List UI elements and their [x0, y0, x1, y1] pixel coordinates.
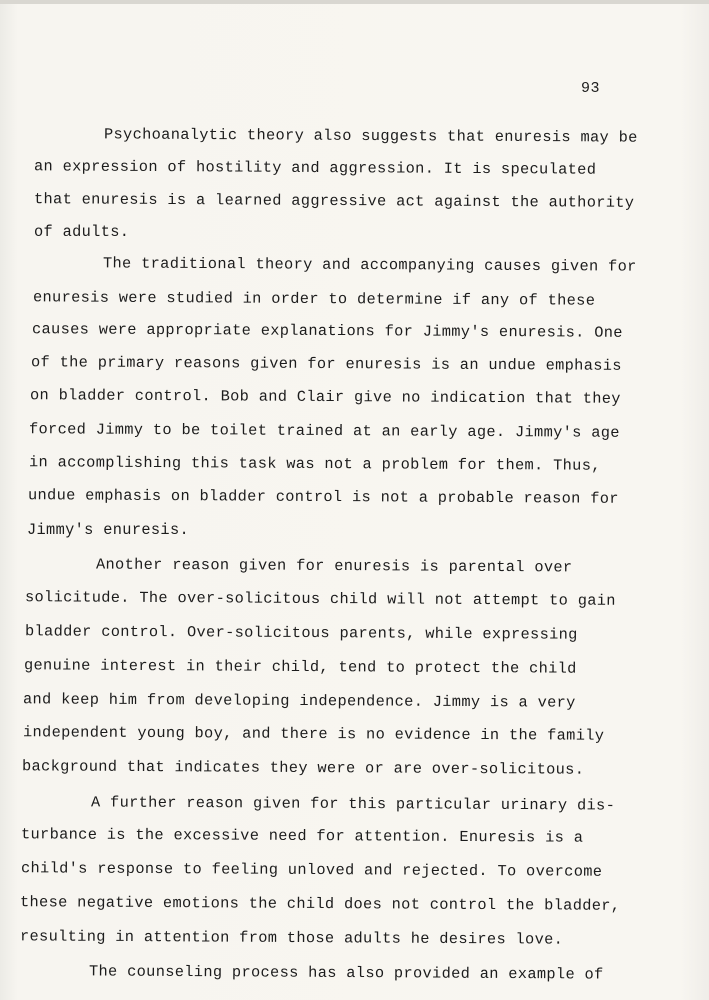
text-line: child's response to feeling unloved and rejected. To overcome	[20, 859, 603, 881]
text-line: solicitude. The over-solicitous child will not attempt to gain	[24, 588, 616, 610]
text-line: independent young boy, and there is no evidence in the family	[22, 723, 605, 745]
text-line: and keep him from developing independence. Jimmy is a very	[22, 690, 576, 712]
text-line: of adults.	[34, 223, 130, 241]
text-line: resulting in attention from those adults he desires love.	[19, 927, 564, 949]
text-line: The counseling process has also provided an example of	[88, 962, 604, 984]
text-line: bladder control. Over-solicitous parents, while expressing	[24, 622, 578, 644]
text-line: genuine interest in their child, tend to protect the child	[23, 656, 577, 678]
page-number: 93	[581, 80, 601, 97]
text-line: Psychoanalytic theory also suggests that enuresis may be	[103, 125, 638, 147]
text-line: that enuresis is a learned aggressive act against the authority	[33, 190, 635, 212]
text-line: on bladder control. Bob and Clair give no indication that they	[29, 386, 621, 408]
text-line: these negative emotions the child does not control the bladder,	[19, 893, 621, 915]
text-line: background that indicates they were or are over-solicitous.	[21, 757, 585, 779]
text-line: an expression of hostility and aggression. It is speculated	[33, 157, 597, 179]
text-line: causes were appropriate explanations for Jimmy's enuresis. One	[31, 320, 623, 342]
text-line: Another reason given for enuresis is parental over	[95, 555, 573, 577]
text-line: forced Jimmy to be toilet trained at an early age. Jimmy's age	[28, 420, 620, 442]
text-line: The traditional theory and accompanying causes given for	[102, 254, 637, 276]
text-line: turbance is the excessive need for attention. Enuresis is a	[20, 825, 584, 847]
text-line: in accomplishing this task was not a problem for them. Thus,	[28, 453, 601, 475]
text-line: Jimmy's enuresis.	[27, 521, 190, 539]
text-line: A further reason given for this particular urinary dis-	[90, 793, 616, 815]
page-top-edge	[0, 0, 709, 4]
text-line: of the primary reasons given for enuresis is an undue emphasis	[30, 353, 622, 375]
text-line: undue emphasis on bladder control is not a probable reason for	[27, 486, 619, 508]
text-line: enuresis were studied in order to determine if any of these	[32, 288, 596, 310]
